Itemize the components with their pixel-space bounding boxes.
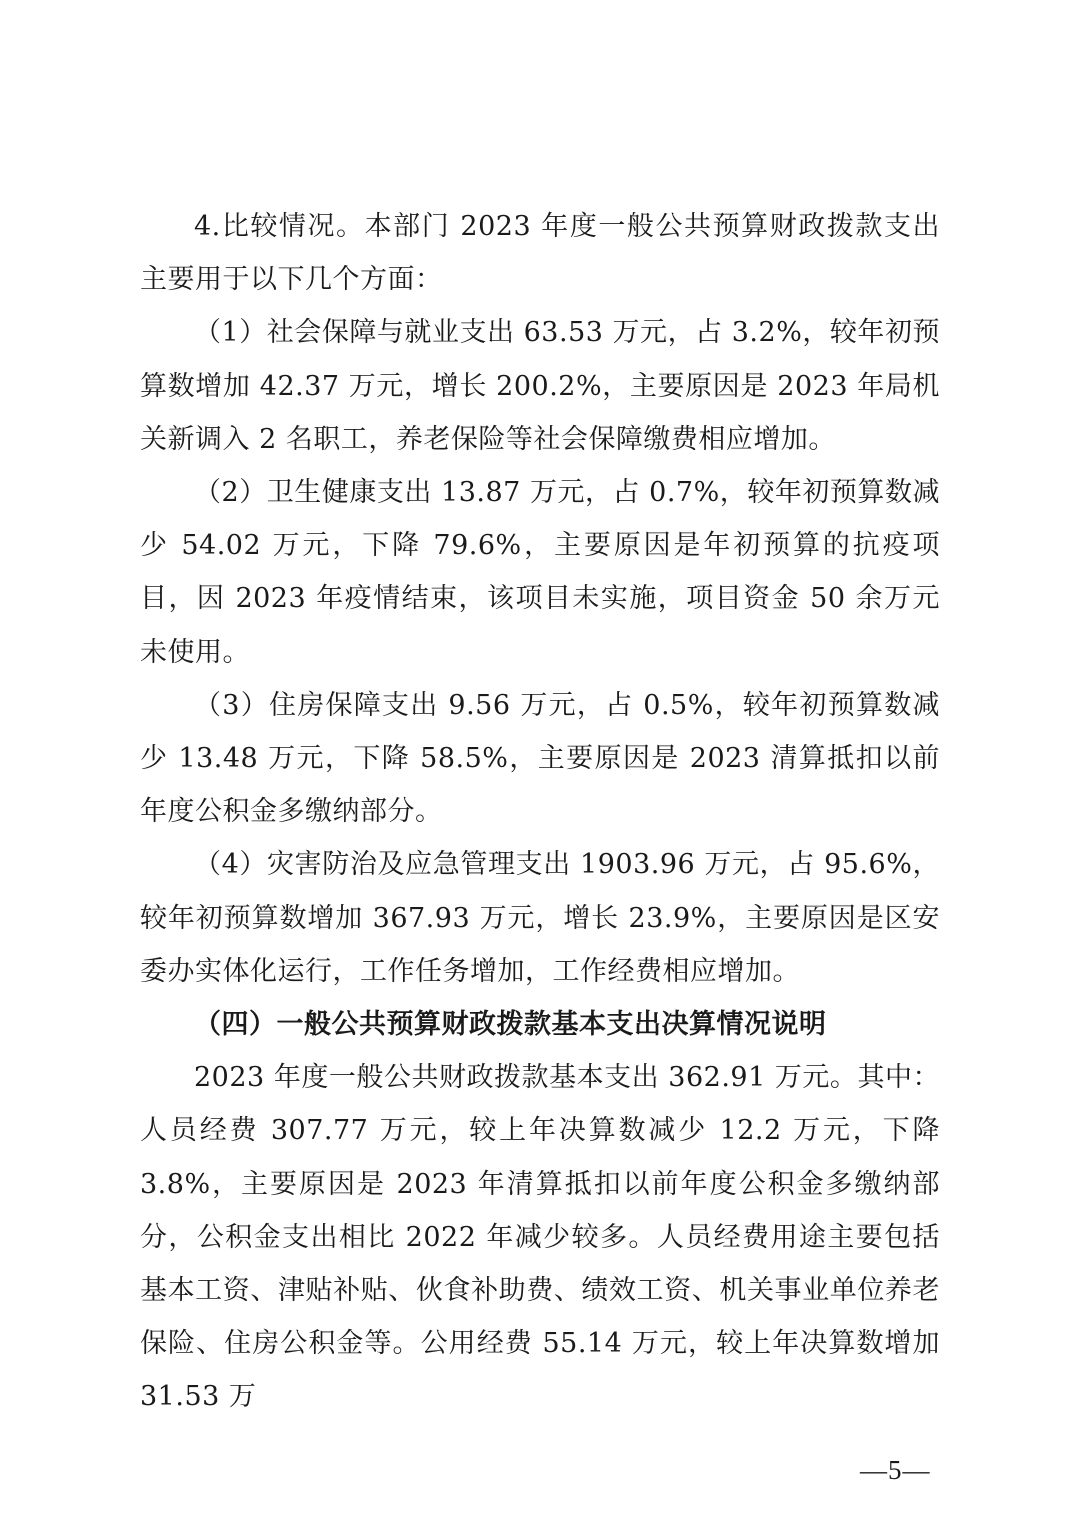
paragraph-disaster-prevention: （4）灾害防治及应急管理支出 1903.96 万元，占 95.6%，较年初预算数增加 367.93 万元，增长 23.9%，主要原因是区安委办实体化运行，工作任务增加，工作经费相应增加。	[140, 849, 940, 987]
document-body	[140, 200, 940, 1424]
paragraph-basic-expenditure: 2023 年度一般公共财政拨款基本支出 362.91 万元。其中：人员经费 307.77 万元，较上年决算数减少 12.2 万元，下降 3.8%，主要原因是 2023 年清算抵扣以前年度公积金多缴纳部分，公积金支出相比 2022 年减少较多。人员经费用途主要包括基本工资、津贴补贴、伙食补助费、绩效工资、机关事业单位养老保险、住房公积金等。公用经费 55.14 万元，较上年决算数增加 31.53 万	[140, 1062, 940, 1413]
paragraph-housing: （3）住房保障支出 9.56 万元，占 0.5%，较年初预算数减少 13.48 万元，下降 58.5%，主要原因是 2023 清算抵扣以前年度公积金多缴纳部分。	[140, 689, 940, 828]
paragraph-comparison-intro: 4.比较情况。本部门 2023 年度一般公共预算财政拨款支出主要用于以下几个方面：	[140, 211, 940, 296]
paragraph-health: （2）卫生健康支出 13.87 万元，占 0.7%，较年初预算数减少 54.02 万元，下降 79.6%，主要原因是年初预算的抗疫项目，因 2023 年疫情结束，该项目未实施，项目资金 50 余万元未使用。	[140, 477, 940, 668]
paragraph-social-security: （1）社会保障与就业支出 63.53 万元，占 3.2%，较年初预算数增加 42.37 万元，增长 200.2%，主要原因是 2023 年局机关新调入 2 名职工，养老保险等社会保障缴费相应增加。	[140, 317, 940, 455]
page-number: —5—	[860, 1455, 931, 1485]
section-heading: （四）一般公共预算财政拨款基本支出决算情况说明	[194, 1009, 827, 1041]
